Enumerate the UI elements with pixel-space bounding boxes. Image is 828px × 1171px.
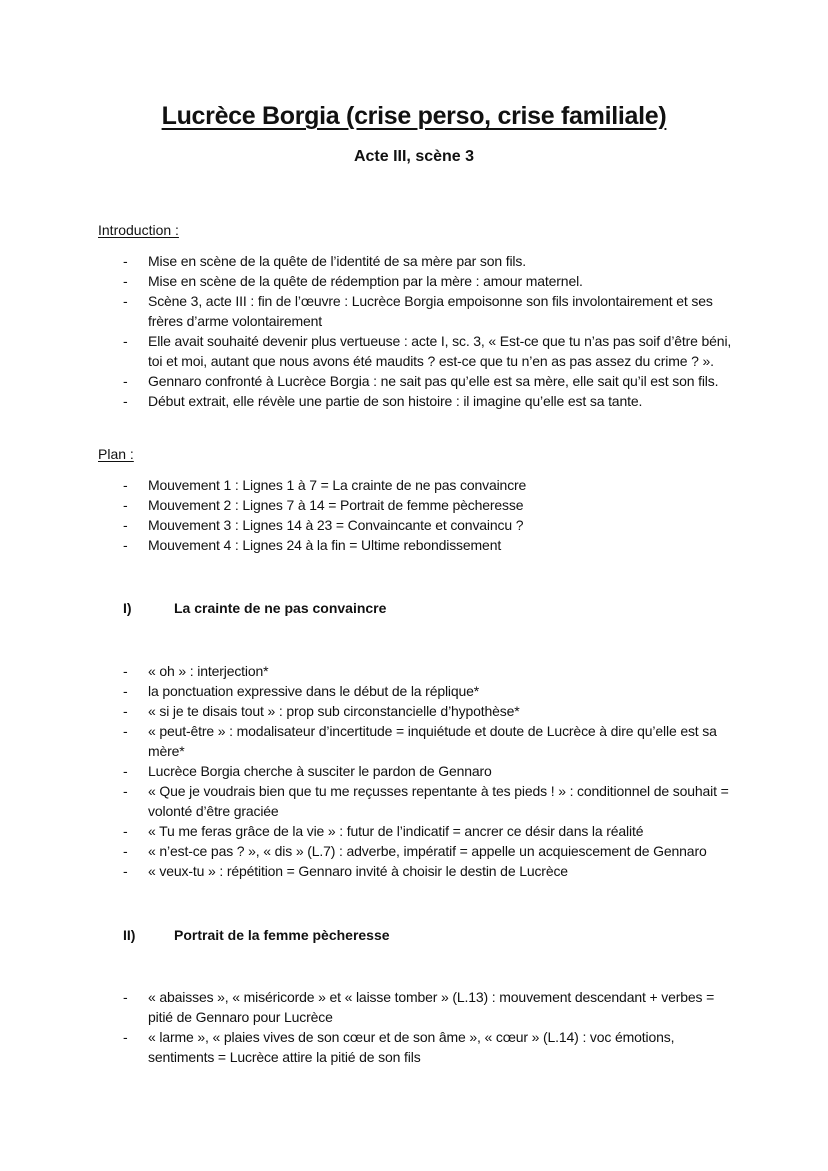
plan-label: Plan : [98,446,134,462]
list-item: - « oh » : interjection* [123,663,269,679]
list-item: - Scène 3, acte III : fin de l’œuvre : Lucrèce Borgia empoisonne son fils involontairement et ses frères d’arme volontairement [123,293,713,329]
list-item: - Mise en scène de la quête de l’identité de sa mère par son fils. [123,253,526,269]
bullet-dash-icon: - [123,783,128,799]
list-item: - « Que je voudrais bien que tu me reçusses repentante à tes pieds ! » : conditionnel de souhait = volonté d’être graciée [123,783,729,819]
list-item: - « peut-être » : modalisateur d’incertitude = inquiétude et doute de Lucrèce à dire qu’elle est sa mère* [123,723,717,759]
list-item: - la ponctuation expressive dans le début de la réplique* [123,683,480,699]
bullet-dash-icon: - [123,723,128,739]
plan-list [98,475,748,555]
document-title: Lucrèce Borgia (crise perso, crise familiale) [161,102,667,130]
bullet-dash-icon: - [123,763,128,779]
bullet-dash-icon: - [123,703,128,719]
section-title: La crainte de ne pas convaincre [174,600,387,616]
section-number: II) [123,927,136,943]
bullet-dash-icon: - [123,1029,128,1045]
section-heading-part2 [98,925,390,945]
list-item: - Mouvement 2 : Lignes 7 à 14 = Portrait de femme pècheresse [123,497,524,513]
bullet-dash-icon: - [123,393,128,409]
bullet-dash-icon: - [123,823,128,839]
section-heading-part1 [98,598,386,618]
list-item: - « si je te disais tout » : prop sub circonstancielle d’hypothèse* [123,703,520,719]
bullet-dash-icon: - [123,293,128,309]
list-item: - Mouvement 1 : Lignes 1 à 7 = La crainte de ne pas convaincre [123,477,527,493]
list-item: - Mise en scène de la quête de rédemption par la mère : amour maternel. [123,273,583,289]
list-item: - « Tu me feras grâce de la vie » : futur de l’indicatif = ancrer ce désir dans la réalité [123,823,644,839]
list-item: - « abaisses », « miséricorde » et « laisse tomber » (L.13) : mouvement descendant + verbes = pitié de Gennaro pour Lucrèce [123,989,715,1025]
list-item: - Elle avait souhaité devenir plus vertueuse : acte I, sc. 3, « Est-ce que tu n’as pas soif d’être béni, toi et moi, autant que nous avons été maudits ? est-ce que tu n’en as pas assez du crime ? ». [123,333,732,369]
list-item: - « larme », « plaies vives de son cœur et de son âme », « cœur » (L.14) : voc émotions, sentiments = Lucrèce attire la pitié de son fils [123,1029,675,1065]
part1-list [98,661,738,881]
list-item: - « veux-tu » : répétition = Gennaro invité à choisir le destin de Lucrèce [123,863,568,879]
bullet-dash-icon: - [123,863,128,879]
introduction-label: Introduction : [98,222,179,238]
list-item: - Gennaro confronté à Lucrèce Borgia : ne sait pas qu’elle est sa mère, elle sait qu’il est son fils. [123,373,719,389]
bullet-dash-icon: - [123,517,128,533]
bullet-dash-icon: - [123,333,128,349]
list-item: - Début extrait, elle révèle une partie de son histoire : il imagine qu’elle est sa tante. [123,393,643,409]
section-number: I) [123,600,132,616]
bullet-dash-icon: - [123,663,128,679]
bullet-dash-icon: - [123,273,128,289]
section-title: Portrait de la femme pècheresse [174,927,390,943]
bullet-dash-icon: - [123,373,128,389]
bullet-dash-icon: - [123,843,128,859]
bullet-dash-icon: - [123,497,128,513]
bullet-dash-icon: - [123,683,128,699]
bullet-dash-icon: - [123,537,128,553]
list-item: - Lucrèce Borgia cherche à susciter le pardon de Gennaro [123,763,492,779]
bullet-dash-icon: - [123,253,128,269]
bullet-dash-icon: - [123,477,128,493]
document-subtitle: Acte III, scène 3 [353,148,475,165]
part2-list [98,987,738,1067]
list-item: - Mouvement 3 : Lignes 14 à 23 = Convaincante et convaincu ? [123,517,524,533]
introduction-list [98,251,738,411]
list-item: - « n’est-ce pas ? », « dis » (L.7) : adverbe, impératif = appelle un acquiescement de Gennaro [123,843,707,859]
list-item: - Mouvement 4 : Lignes 24 à la fin = Ultime rebondissement [123,537,502,553]
bullet-dash-icon: - [123,989,128,1005]
